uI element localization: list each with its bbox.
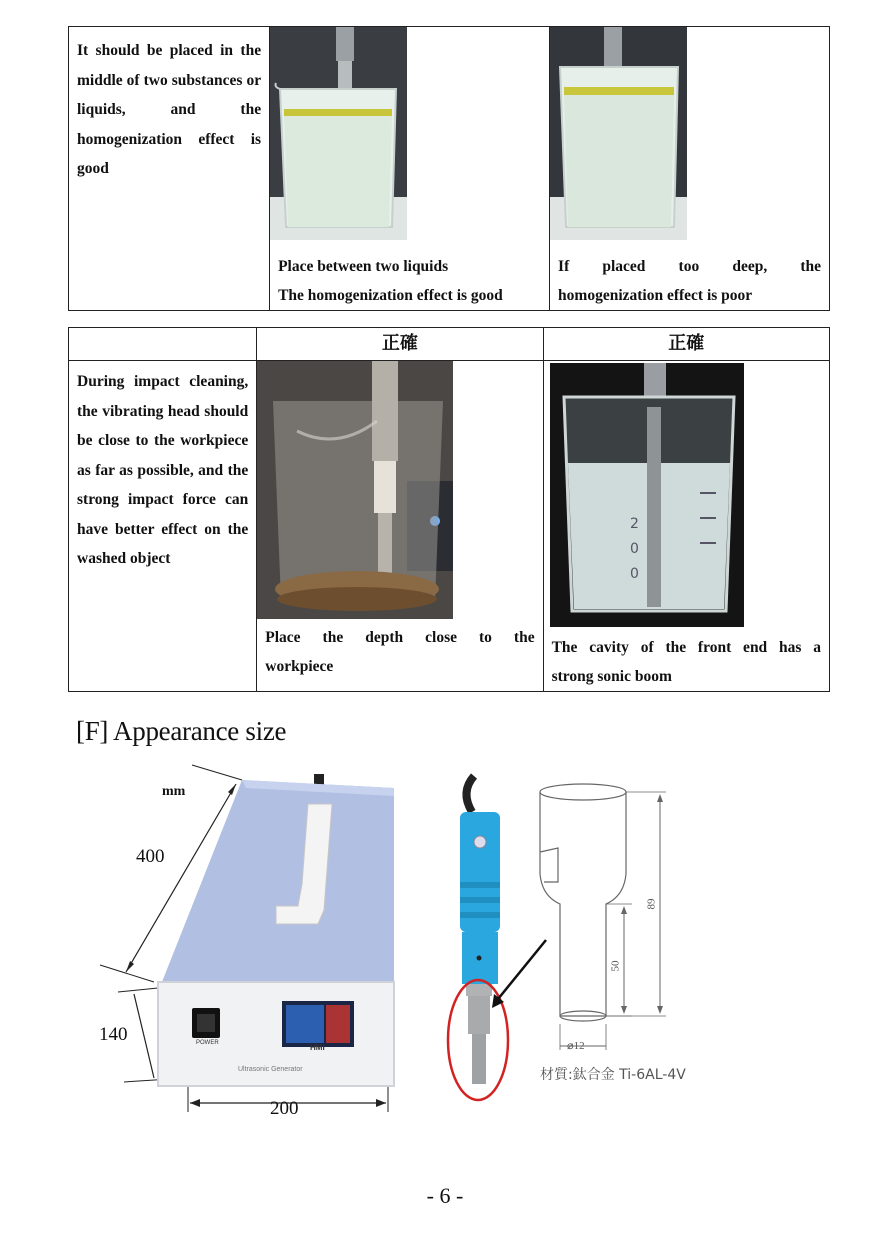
probe-diameter-label: ⌀12 [567,1040,585,1052]
height-dimension-label: 140 [99,1024,128,1045]
table1-description: It should be placed in the middle of two substances or liquids, and the homogenization effect is good [77,42,262,177]
probe-technical-drawing [532,778,682,1078]
table2-left-caption-2: workpiece [265,658,334,675]
page-number: - 6 - [426,1183,464,1208]
table-placement-depth [68,26,830,311]
width-dimension-label: 200 [270,1098,299,1119]
table1-left-caption-2: The homogenization effect is good [278,287,503,304]
svg-text:2: 2 [629,516,639,532]
section-heading: [F] Appearance size [76,716,287,746]
table2-header-2-cell [543,328,829,361]
table2-right-caption-2: strong sonic boom [551,668,672,685]
table2-description-cell [69,361,257,692]
table2-header-2: 正確 [668,333,705,354]
table1-description-cell [69,27,270,311]
probe-length-total-label: 89 [645,898,658,910]
depth-dimension-label: 400 [136,846,165,867]
table2-right-caption-1: The cavity of the front end has a [551,639,821,656]
table2-right-cell [543,361,829,692]
beaker-photo-too-deep [550,27,687,240]
svg-text:0: 0 [629,566,639,582]
table1-left-cell [270,27,550,311]
table1-right-caption-1: If placed too deep, the [558,258,821,275]
svg-text:0: 0 [629,541,639,557]
table1-right-cell [550,27,830,311]
hmi-label: HMI [310,1043,325,1052]
probe-length-tip-label: 50 [609,960,622,972]
table1-left-caption-1: Place between two liquids [278,258,449,275]
beaker-photo-close-to-workpiece [257,361,453,619]
table2-left-cell [257,361,543,692]
table1-right-caption-2: homogenization effect is poor [558,287,753,304]
probe-material-label: 材質:鈦合金 Ti-6AL-4V [540,1067,686,1083]
table2-header-empty [69,328,257,361]
power-switch-label: POWER [196,1040,219,1046]
beaker-photo-between-liquids [270,27,407,240]
unit-label: mm [162,784,186,799]
beaker-photo-sonic-boom [550,363,744,627]
table2-description: During impact cleaning, the vibrating head should be close to the workpiece as far as possible, and the strong impact force can have better effect on the washed object [77,373,249,567]
table2-left-caption-1: Place the depth close to the [265,629,535,646]
table2-header-1-cell [257,328,543,361]
table-impact-cleaning [68,327,830,692]
generator-front-label: Ultrasonic Generator [238,1066,303,1073]
table2-header-1: 正確 [381,333,418,354]
